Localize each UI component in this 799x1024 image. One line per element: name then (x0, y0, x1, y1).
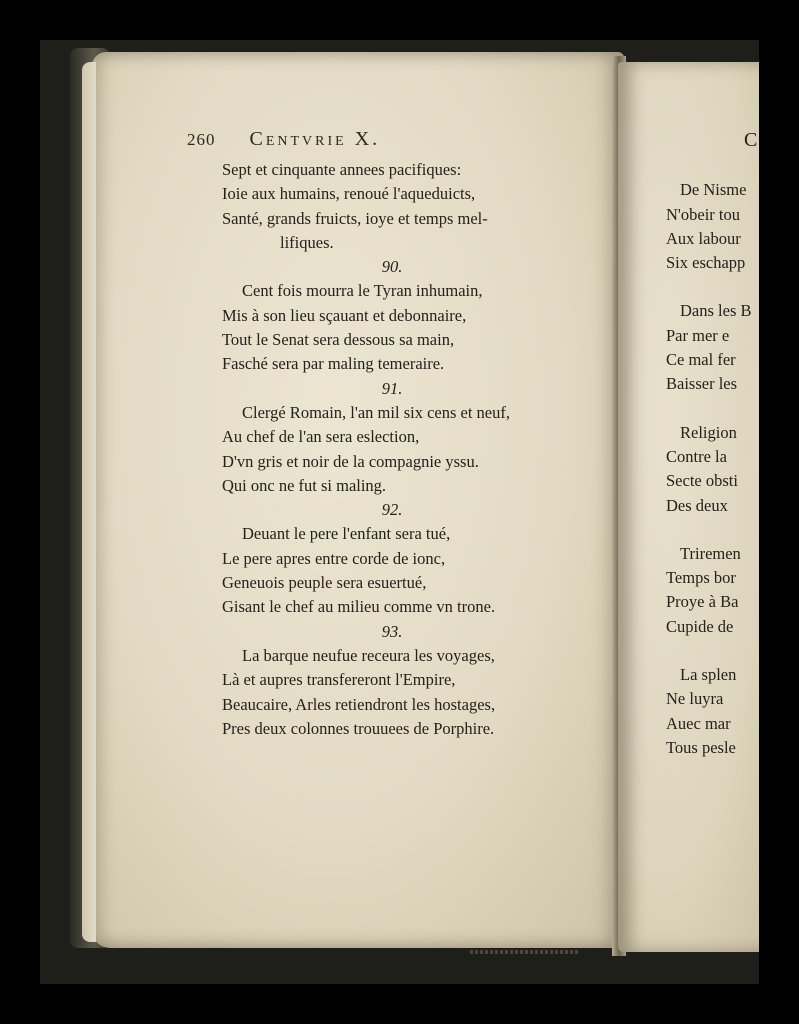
verse-fragment: Auec mar (666, 713, 731, 733)
page-number: 260 (187, 130, 216, 149)
left-page-header (187, 128, 507, 151)
verse-line: Gisant le chef au milieu comme vn trone. (222, 597, 496, 617)
verse-fragment: Secte obsti (666, 471, 738, 491)
verse-fragment: Tous pesle (666, 737, 736, 757)
quatrain-number: 90. (381, 257, 403, 277)
verse-line: Tout le Senat sera dessous sa main, (222, 330, 455, 350)
right-running-head: C (744, 129, 758, 151)
verse-line: Sept et cinquante annees pacifiques: (222, 160, 462, 179)
verse-fragment: Cupide de (666, 616, 734, 636)
verse-fragment: De Nisme (680, 180, 747, 200)
quatrain-number: 92. (381, 500, 403, 520)
verse-line: Au chef de l'an sera eslection, (222, 427, 420, 447)
verse-line: Deuant le pere l'enfant sera tué, (242, 524, 451, 544)
verse-line: Fasché sera par maling temeraire. (222, 354, 445, 374)
running-head: Centvrie X. (249, 128, 381, 150)
left-page-text (222, 158, 602, 741)
verse-fragment: Temps bor (666, 568, 736, 588)
verse-line: Le pere apres entre corde de ionc, (222, 548, 446, 568)
verse-fragment: N'obeir tou (666, 204, 741, 224)
quatrain-number: 91. (381, 378, 403, 398)
verse-fragment: Par mer e (666, 325, 730, 345)
verse-line: Qui onc ne fut si maling. (222, 475, 387, 495)
verse-line: Santé, grands fruicts, ioye et temps mel- (222, 208, 488, 228)
verse-fragment: Des deux (666, 495, 728, 515)
verse-fragment: Religion (680, 422, 737, 442)
verse-line: Cent fois mourra le Tyran inhumain, (242, 281, 483, 301)
stanza-gap (666, 397, 766, 421)
quatrain-number: 93. (381, 621, 403, 641)
verse-fragment: Baisser les (666, 374, 738, 394)
verse-fragment: Six eschapp (666, 253, 746, 273)
verse-fragment: Dans les B (680, 301, 752, 321)
verse-line: Beaucaire, Arles retiendront les hostages, (222, 694, 496, 714)
verse-line: Pres deux colonnes trouuees de Porphire. (222, 718, 495, 738)
right-page-text (666, 128, 766, 760)
verse-line: D'vn gris et noir de la compagnie yssu. (222, 451, 479, 471)
verse-fragment: Contre la (666, 446, 727, 466)
verse-line: lifiques. (280, 232, 334, 252)
verse-fragment: Ne luyra (666, 689, 724, 709)
verse-fragment: Triremen (680, 543, 741, 563)
verse-line: La barque neufue receura les voyages, (242, 645, 495, 665)
stanza-gap (666, 275, 766, 299)
verse-line: Clergé Romain, l'an mil six cens et neuf, (242, 402, 510, 422)
verse-fragment: Ce mal fer (666, 350, 736, 370)
stanza-gap (666, 518, 766, 542)
verse-line: Geneuois peuple sera esuertué, (222, 573, 427, 593)
verse-line: Mis à son lieu sçauant et debonnaire, (222, 305, 467, 325)
verse-fragment: La splen (680, 665, 737, 685)
verse-line: Là et aupres transfereront l'Empire, (222, 670, 456, 690)
printer-ornament (470, 950, 580, 954)
verse-fragment: Aux labour (666, 228, 741, 248)
stanza-gap (666, 639, 766, 663)
verse-fragment: Proye à Ba (666, 592, 739, 612)
verse-line: Ioie aux humains, renoué l'aqueduicts, (222, 184, 476, 204)
